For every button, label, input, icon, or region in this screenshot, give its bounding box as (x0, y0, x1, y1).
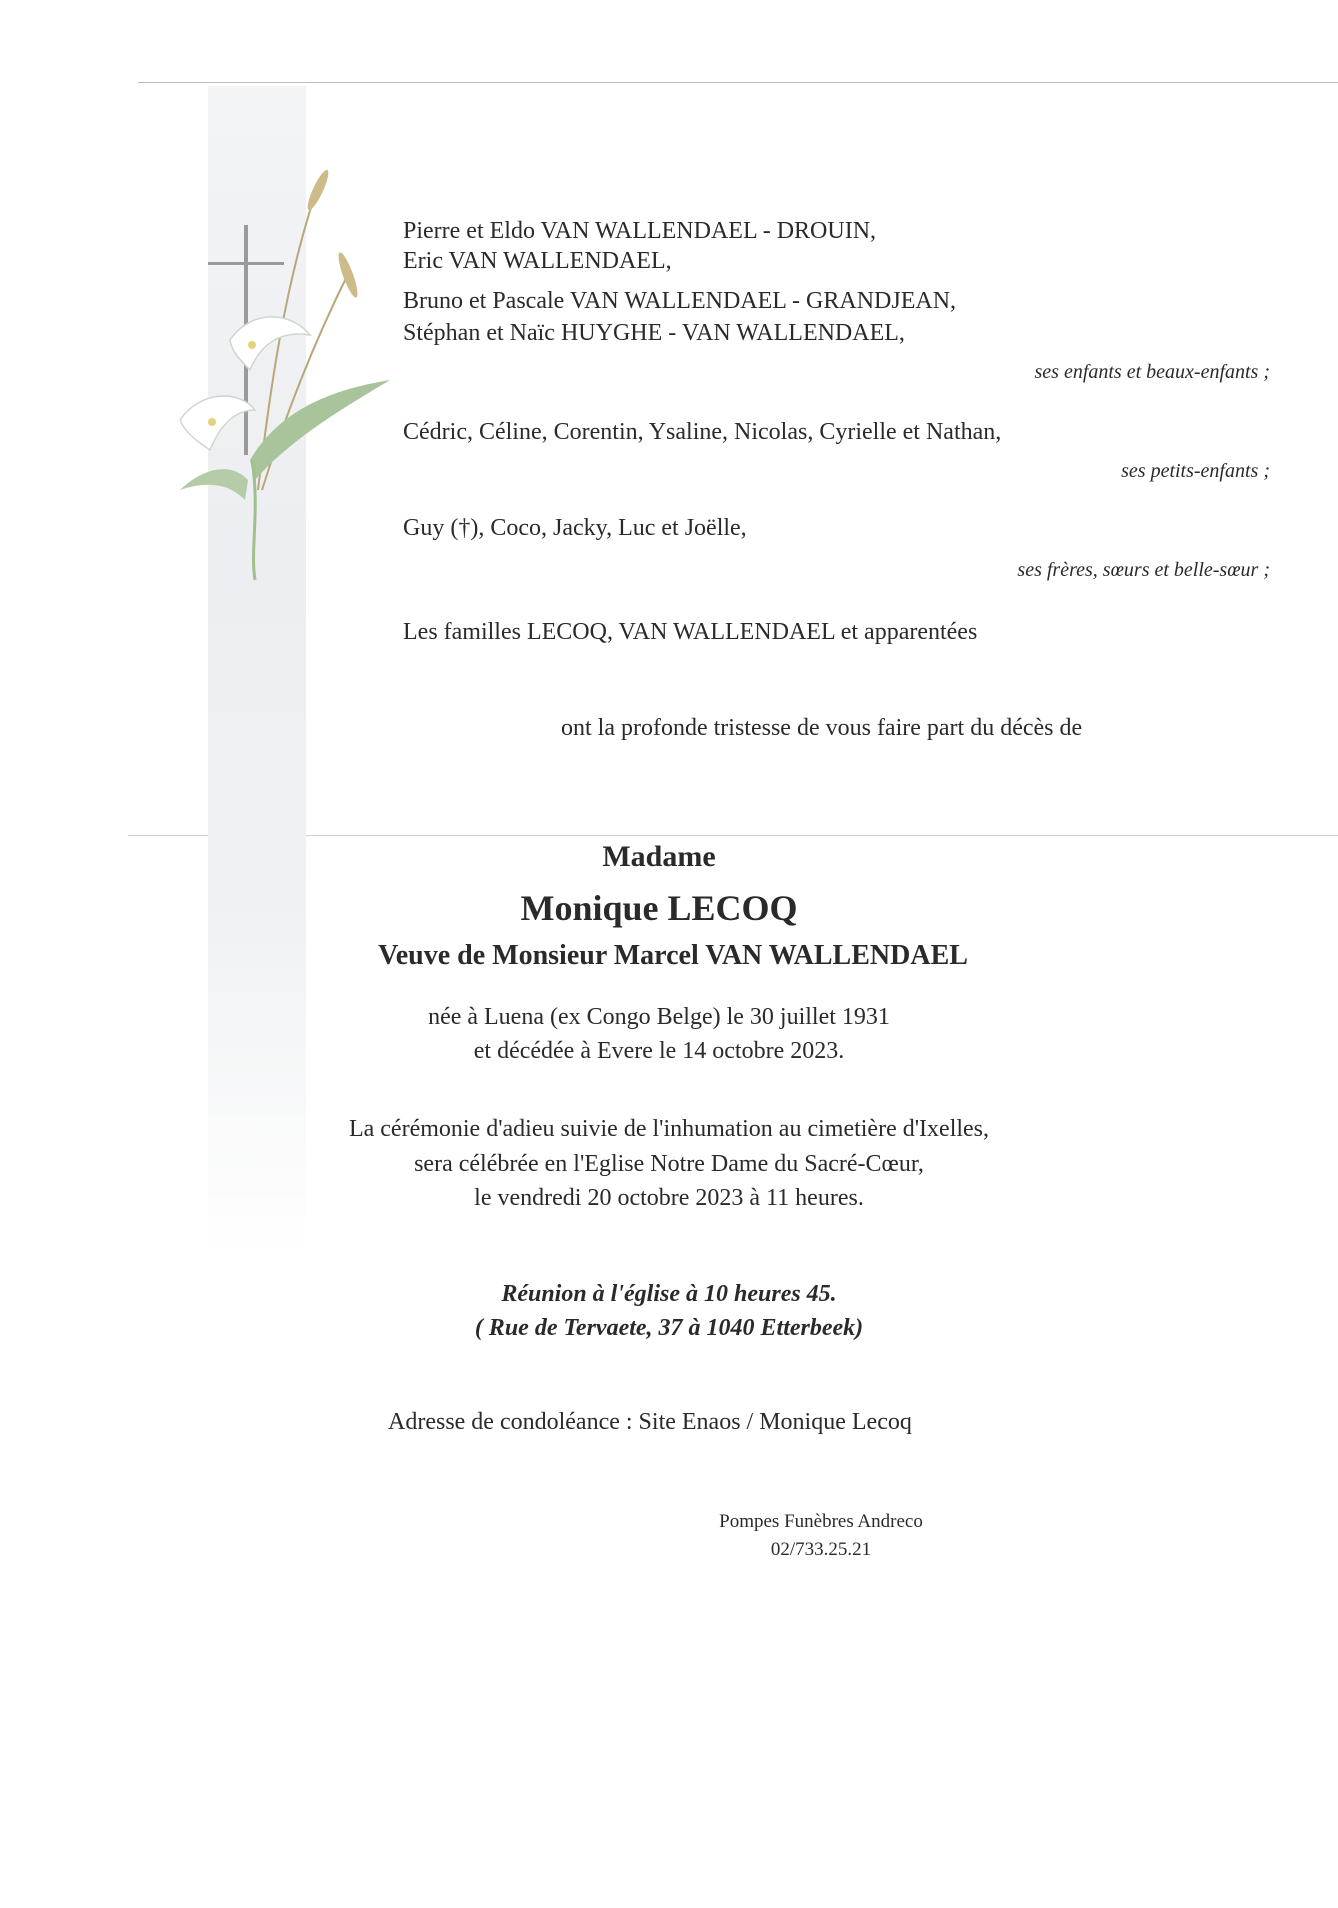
fold-line-middle (128, 835, 1338, 836)
birth-info: née à Luena (ex Congo Belge) le 30 juillet 1931 (428, 1004, 890, 1030)
announcement-text: ont la profonde tristesse de vous faire part du décès de (561, 715, 1083, 741)
child-line: Stéphan et Naïc HUYGHE - VAN WALLENDAEL, (403, 320, 905, 346)
deceased-name: Monique LECOQ (520, 888, 798, 928)
ceremony-line: La cérémonie d'adieu suivie de l'inhumation au cimetière d'Ixelles, (348, 1116, 990, 1142)
grandchildren-role: ses petits-enfants ; (1121, 460, 1270, 482)
fold-line-top (138, 82, 1338, 83)
children-role: ses enfants et beaux-enfants ; (1034, 361, 1270, 383)
meeting-line: Réunion à l'église à 10 heures 45. (501, 1281, 837, 1307)
death-info: et décédée à Evere le 14 octobre 2023. (473, 1038, 845, 1064)
widow-of: Veuve de Monsieur Marcel VAN WALLENDAEL (378, 940, 968, 971)
funeral-home-name: Pompes Funèbres Andreco (719, 1511, 923, 1532)
ceremony-line: sera célébrée en l'Eglise Notre Dame du Sacré-Cœur, (414, 1151, 924, 1177)
grandchildren-line: Cédric, Céline, Corentin, Ysaline, Nicolas, Cyrielle et Nathan, (403, 419, 1002, 445)
child-line: Eric VAN WALLENDAEL, (403, 248, 672, 274)
funeral-home-phone: 02/733.25.21 (770, 1539, 872, 1560)
child-line: Bruno et Pascale VAN WALLENDAEL - GRANDJEAN, (403, 288, 957, 314)
ceremony-line: le vendredi 20 octobre 2023 à 11 heures. (474, 1185, 864, 1211)
siblings-role: ses frères, sœurs et belle-sœur ; (1017, 559, 1270, 581)
siblings-line: Guy (†), Coco, Jacky, Luc et Joëlle, (403, 515, 747, 541)
child-line: Pierre et Eldo VAN WALLENDAEL - DROUIN, (403, 218, 877, 244)
condolence-address: Adresse de condoléance : Site Enaos / Monique Lecoq (388, 1409, 912, 1435)
families-line: Les familles LECOQ, VAN WALLENDAEL et apparentées (403, 619, 978, 645)
meeting-line: ( Rue de Tervaete, 37 à 1040 Etterbeek) (474, 1315, 864, 1341)
deceased-title: Madame (602, 840, 716, 873)
cross-and-lily-illustration (160, 160, 390, 580)
